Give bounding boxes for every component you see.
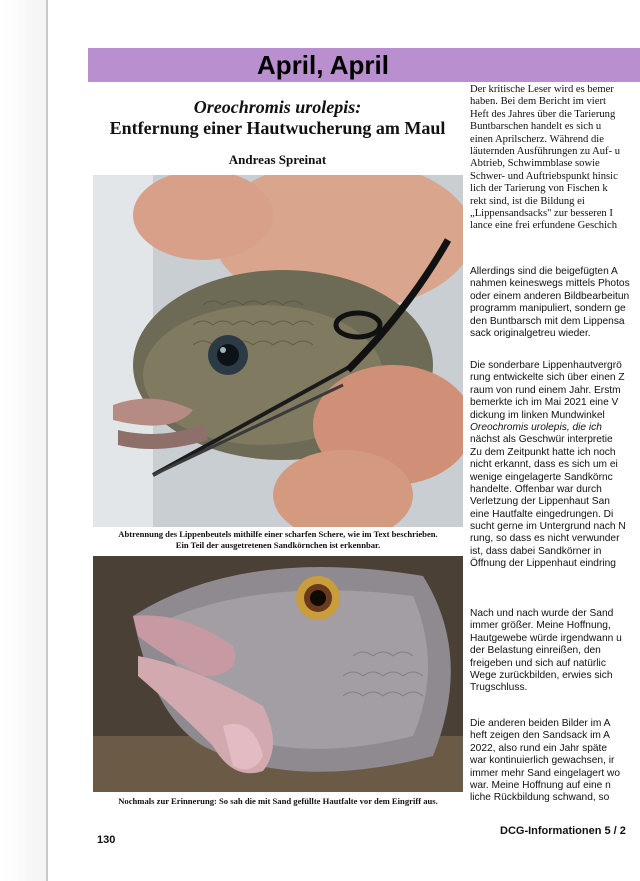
paragraph-2 xyxy=(470,266,640,340)
article-author: Andreas Spreinat xyxy=(228,152,327,167)
photo-surgery xyxy=(93,175,463,527)
text-line: eine Hautfalte eingedrungen. Di xyxy=(470,508,614,520)
text-line: 2022, also rund ein Jahr späte xyxy=(470,742,608,754)
figure2-caption: Nochmals zur Erinnerung: So sah die mit Sand gefüllte Hautfalte vor dem Eingriff aus. xyxy=(118,796,438,806)
text-line: liche Rückbildung schwand, so xyxy=(470,792,610,804)
text-line: lich der Tarierung von Fischen k xyxy=(470,183,608,195)
text-line: läuternden Ausführungen zu Auf- u xyxy=(470,145,621,157)
text-line: nächst als Geschwür interpretie xyxy=(470,434,613,446)
text-line: lance eine frei erfundene Geschich xyxy=(470,220,618,232)
text-line: war kontinuierlich gewachsen, ir xyxy=(470,755,615,767)
paragraph-5 xyxy=(470,718,640,805)
page-number: 130 xyxy=(97,834,116,846)
figure1-caption-line2: Ein Teil der ausgetretenen Sandkörnchen ist erkennbar. xyxy=(175,540,381,550)
text-line: Öffnung der Lippenhaut eindring xyxy=(470,558,616,570)
text-line: Trugschluss. xyxy=(470,682,528,694)
text-line: den Buntbarsch mit dem Lippensa xyxy=(470,315,625,327)
text-line: der Belastung einreißen, den xyxy=(470,645,601,657)
text-line: Die sonderbare Lippenhautvergrö xyxy=(470,360,622,371)
banner-title: April, April xyxy=(257,50,389,80)
text-line: Zu dem Zeitpunkt hatte ich noch xyxy=(470,446,616,458)
article-body-column xyxy=(470,84,640,824)
text-line: immer größer. Meine Hoffnung, xyxy=(470,620,611,632)
text-line: Oreochromis urolepis, die ich xyxy=(470,421,602,433)
journal-footer: DCG-Informationen 5 / 2 xyxy=(500,825,626,837)
text-line: rung, so dass es nicht verwunder xyxy=(470,533,620,545)
text-line: ist, dass dabei Sandkörner in xyxy=(470,545,602,557)
text-line: raum von rund einem Jahr. Erstm xyxy=(470,384,621,396)
text-line: Wege zurückbilden, erwies sich xyxy=(470,669,613,681)
text-line: Nach und nach wurde der Sand xyxy=(470,608,614,619)
photo-fish-lip-sac-illustration xyxy=(93,556,463,792)
text-line: freigeben und sich auf natürlic xyxy=(470,657,606,669)
text-line: haben. Bei dem Bericht im viert xyxy=(470,96,606,108)
paragraph-1 xyxy=(470,84,640,233)
text-line: sucht gerne im Untergrund nach N xyxy=(470,521,626,533)
text-line: rekt sind, ist die Bildung ei xyxy=(470,195,585,207)
figure1-caption-line1: Abtrennung des Lippenbeutels mithilfe einer scharfen Schere, wie im Text beschrieben. xyxy=(118,529,438,539)
text-line: bemerkte ich im Mai 2021 eine V xyxy=(470,397,619,409)
text-line: Der kritische Leser wird es bemer xyxy=(470,84,614,95)
text-line: immer mehr Sand eingelagert wo xyxy=(470,767,621,779)
text-line: Allerdings sind die beigefügten A xyxy=(470,266,618,277)
paragraph-3 xyxy=(470,360,640,571)
text-line: heft zeigen den Sandsack im A xyxy=(470,730,610,742)
text-line: einen Aprilscherz. Während die xyxy=(470,133,604,145)
article-title-species: Oreochromis urolepis: xyxy=(193,97,362,117)
text-line: sack originalgetreu wieder. xyxy=(470,327,591,339)
page-gutter-shadow xyxy=(0,0,46,881)
text-line: Abtrieb, Schwimmblase sowie xyxy=(470,158,600,170)
photo-fish-lip-sac xyxy=(93,556,463,792)
text-line: Hautgewebe würde irgendwann u xyxy=(470,632,622,644)
text-line: handelte. Offenbar war durch xyxy=(470,483,602,495)
text-line: „Lippensandsacks" zur besseren I xyxy=(470,207,613,219)
paragraph-4 xyxy=(470,608,640,695)
text-line: oder einem anderen Bildbearbeitun xyxy=(470,290,630,302)
page-left-edge xyxy=(46,0,48,881)
photo-surgery-illustration xyxy=(93,175,463,527)
figure1-caption xyxy=(93,529,463,551)
text-line: war. Meine Hoffnung auf eine n xyxy=(470,779,611,791)
text-line: rung entwickelte sich über einen Z xyxy=(470,372,625,384)
text-line: Buntbarschen handelt es sich u xyxy=(470,121,602,133)
text-line: Heft des Jahres über die Tarierung xyxy=(470,108,616,120)
text-line: Schwer- und Auftriebspunkt hinsic xyxy=(470,170,618,182)
text-line: programm manipuliert, sondern ge xyxy=(470,303,626,315)
article-title-main: Entfernung einer Hautwucherung am Maul xyxy=(109,118,446,138)
text-line: Die anderen beiden Bilder im A xyxy=(470,718,611,729)
text-line: Verletzung der Lippenhaut San xyxy=(470,496,610,508)
text-line: nicht erkannt, dass es sich um ei xyxy=(470,459,618,471)
section-banner xyxy=(88,48,640,82)
text-line: nahmen keineswegs mittels Photos xyxy=(470,278,630,290)
text-line: wenige eingelagerte Sandkörnc xyxy=(470,471,613,483)
text-line: dickung im linken Mundwinkel xyxy=(470,409,605,421)
